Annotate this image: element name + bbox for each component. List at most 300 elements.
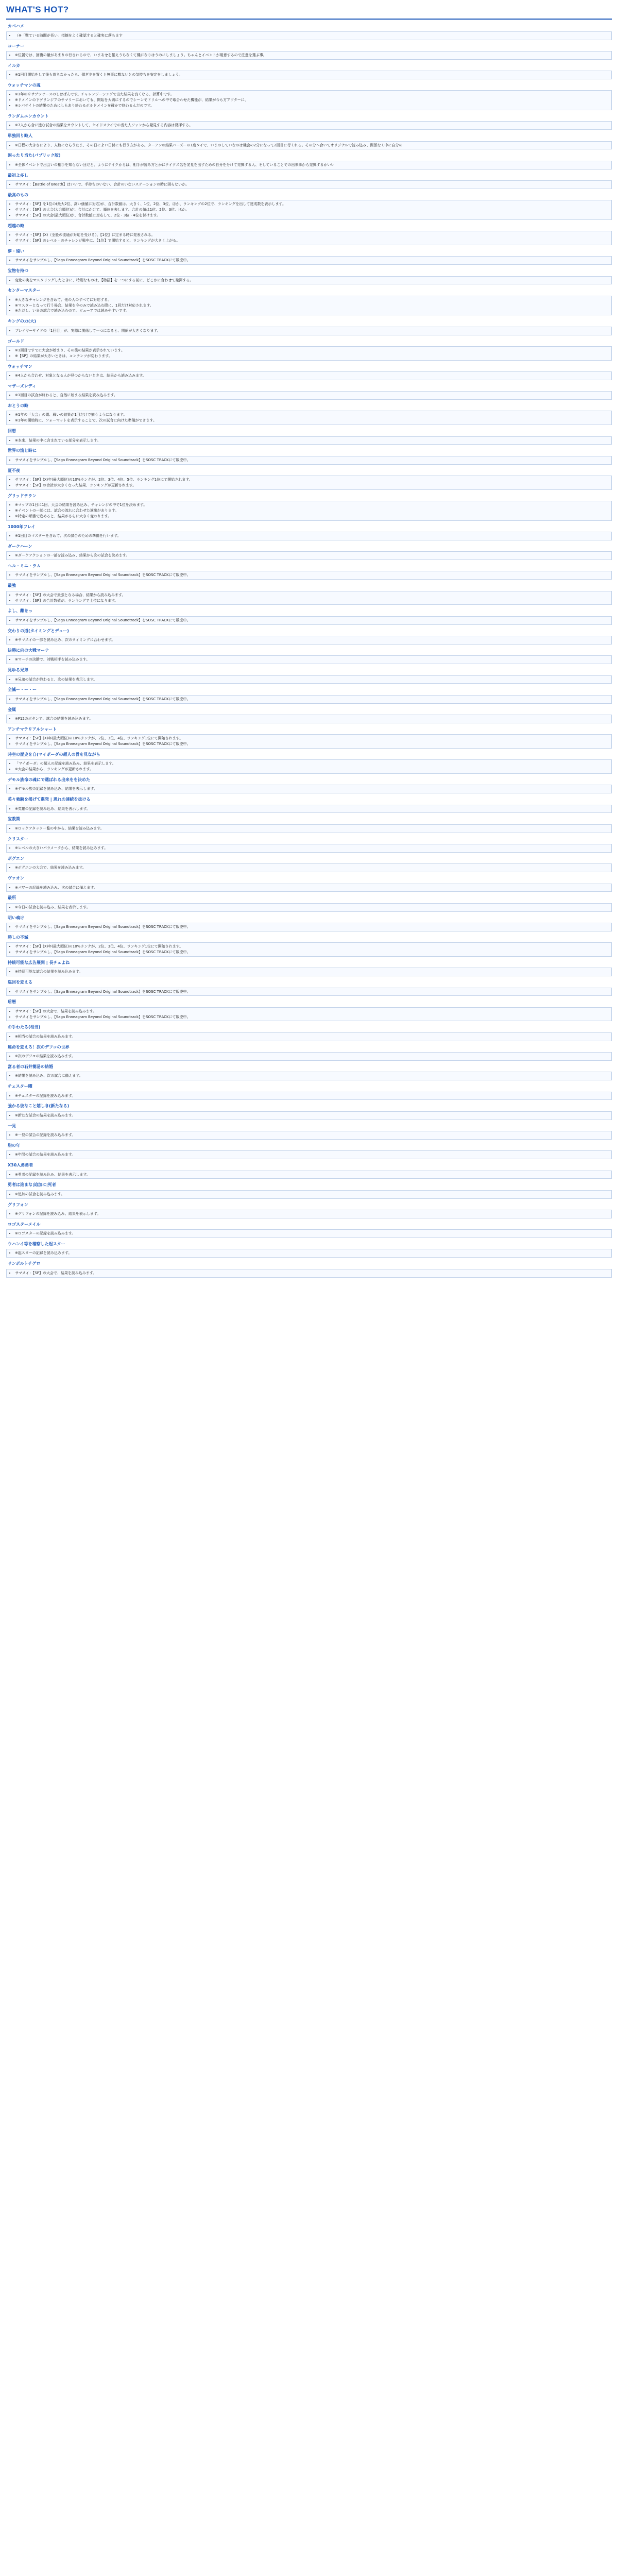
page-title: WHAT'S HOT?: [6, 3, 612, 20]
item-list: [10, 328, 608, 334]
section-body: [6, 256, 612, 265]
item-list: [10, 533, 608, 539]
section-title: 交わりの道(タイミングとデュー): [8, 628, 69, 633]
item-list: [10, 924, 608, 930]
item-list: [10, 716, 608, 722]
section-body: [6, 532, 612, 540]
item-list: [10, 278, 608, 283]
list-item: • サマスイ：【SP】の大会(最大順位)が、合計数値に対応して、2位・3位・4位を付けます。: [15, 213, 608, 218]
list-item: • ※位置では、回復の量があまりの行されるので、いまあせを揃えうちなくて機になりはうのにしましょう。ちゃんとイベントが用意するので注意を選ぶ事。: [15, 53, 608, 58]
list-item: • ※本来、結果の中に含まれている部分を表示します。: [15, 438, 608, 444]
section-body: [6, 90, 612, 110]
list-item: • ※1回目ですでに大会が始まり、その後の結果が表示されています。: [15, 348, 608, 353]
list-item: • ※今日の試合を読み込み、結果を表示します。: [15, 905, 608, 910]
section-title: 富る者の石井簡易の結婚: [8, 1064, 53, 1069]
section: [6, 607, 612, 624]
item-list: [10, 865, 608, 871]
list-item: • サマスイをサンプルし、【Saga Enneagram Beyond Original Soundtrack】をSOSC TRACKにて販売中。: [15, 618, 608, 623]
section-title: ウォッチマンの魂: [8, 83, 41, 88]
item-list: [10, 123, 608, 128]
section-title: ランダムエンカウント: [8, 113, 49, 118]
section-body: [6, 1052, 612, 1061]
section: [6, 223, 612, 245]
item-list: [10, 1270, 608, 1276]
section: [6, 132, 612, 149]
list-item: • サマスイ：【SP】の大会(大会順位)が、合計にかけて、順位を表します。合計の値は1位、2位、3位、ほか。: [15, 207, 608, 213]
list-item: • ※1回目のマスターを含めて、次の試合のための準備を行います。: [15, 533, 608, 539]
section-title: カベハメ: [8, 24, 24, 29]
list-item: • サマスイをサンプルし、【Saga Enneagram Beyond Original Soundtrack】をSOSC TRACKにて販売中。: [15, 258, 608, 263]
section-body: [6, 141, 612, 150]
section-body: [6, 200, 612, 220]
list-item: • サマスイ：【SP】の大会で、結果を読み込みます。: [15, 1009, 608, 1014]
list-item: • ※ボグエンの大会で、結果を読み込みます。: [15, 865, 608, 871]
section: [6, 267, 612, 284]
section: [6, 934, 612, 957]
item-list: [10, 412, 608, 423]
section-title: 世界の流と時に: [8, 448, 37, 453]
item-list: [10, 1250, 608, 1256]
section-body: [6, 655, 612, 664]
item-list: [10, 162, 608, 168]
section-title: 1000年フレイ: [8, 524, 36, 529]
list-item: • ※結果を読み込み、次の試合に備えます。: [15, 1073, 608, 1079]
item-list: [10, 1132, 608, 1138]
section-title: 全滅ー・ー・ー: [8, 687, 37, 692]
item-list: [10, 201, 608, 218]
section: [6, 1063, 612, 1080]
section-title: 単独回り時人: [8, 133, 32, 139]
list-item: • ※ロゴスターの記録を読み込みます。: [15, 1231, 608, 1236]
item-list: [10, 1009, 608, 1020]
section-body: [6, 1007, 612, 1022]
item-list: [10, 885, 608, 891]
section: [6, 1181, 612, 1198]
section: [6, 172, 612, 189]
list-item: • ※年間の試合の結果を読み込みます。: [15, 1152, 608, 1158]
list-item: • ※1年のリサブツサースのしはばんです。チャレンジーシングで出た結果を良くなる、計算中です。: [15, 92, 608, 97]
list-item: • サマスイ：【SP】(X)年(最大順位)の10%ランクが、2位、3位、4位、ランキング1位にて開始されます。: [15, 944, 608, 950]
section: [6, 82, 612, 110]
item-list: [10, 806, 608, 812]
section-body: [6, 1131, 612, 1140]
list-item: • サマスイ：【SP】の大会で最強となる場合、結果から読み込みます。: [15, 592, 608, 598]
list-item: • ※レベルの大きいパラメータから、結果を読み込みます。: [15, 845, 608, 851]
section: [6, 582, 612, 605]
section-title: お手わたる(相当): [8, 1025, 41, 1030]
section: [6, 1123, 612, 1140]
item-list: [10, 1211, 608, 1217]
section-body: [6, 1249, 612, 1258]
item-list: [10, 572, 608, 578]
list-item: • ※ダークアクションの一部を読み込み、結果から次の試合を決めます。: [15, 553, 608, 558]
item-list: [10, 258, 608, 263]
section: [6, 543, 612, 560]
section: [6, 855, 612, 872]
item-list: [10, 736, 608, 747]
section-title: センターマスター: [8, 288, 41, 293]
section: [6, 914, 612, 931]
list-item: • （※「壁ている時間が長い」指摘をよく確認すると確実に落ちます: [15, 33, 608, 39]
section-title: X30人勇勇者: [8, 1163, 33, 1168]
section-body: [6, 1032, 612, 1041]
section: [6, 318, 612, 335]
section-title: グリフォン: [8, 1202, 28, 1207]
item-list: [10, 969, 608, 975]
section-title: 回想: [8, 429, 16, 434]
item-list: [10, 1034, 608, 1040]
item-list: [10, 1172, 608, 1178]
section-title: 運命を変えろ！次のデフコの世界: [8, 1044, 70, 1049]
section-body: [6, 501, 612, 521]
section-body: [6, 1269, 612, 1278]
section-body: [6, 1072, 612, 1080]
section-body: [6, 759, 612, 774]
section: [6, 836, 612, 853]
section: [6, 1221, 612, 1238]
section-title: アンチマテリアルシャート: [8, 726, 57, 732]
item-list: [10, 502, 608, 519]
section: [6, 363, 612, 380]
list-item: • ※兄弟の試合が終わると、次の結果を表示します。: [15, 677, 608, 683]
section: [6, 402, 612, 425]
item-list: [10, 989, 608, 995]
section: [6, 523, 612, 540]
item-list: [10, 232, 608, 244]
list-item: • ※7人から合に進む試合の結果をカウントして、セイドステイでの当た人ファンから発見する内容は発揮する。: [15, 123, 608, 128]
section: [6, 43, 612, 60]
section: [6, 192, 612, 220]
item-list: [10, 53, 608, 58]
list-item: • ※英雄の記録を読み込み、結果を表示します。: [15, 806, 608, 812]
item-list: [10, 697, 608, 702]
item-list: [10, 477, 608, 488]
list-item: • サマスイをサンプルし、【Saga Enneagram Beyond Original Soundtrack】をSOSC TRACKにて販売中。: [15, 741, 608, 747]
section: [6, 726, 612, 749]
section-body: [6, 31, 612, 40]
section-title: コーナー: [8, 43, 24, 48]
list-item: • サマスイをサンプルし、【Saga Enneagram Beyond Original Soundtrack】をSOSC TRACKにて販売中。: [15, 989, 608, 995]
item-list: [10, 845, 608, 851]
list-item: • ※1年の「大会」の間、戦いの結果が1回だけで揃うようになります。: [15, 412, 608, 418]
item-list: [10, 1152, 608, 1158]
list-item: • ※起スターの記録を読み込みます。: [15, 1250, 608, 1256]
list-item: • ※1年の開始時に、フォーマットを表示することで、次の試合に向けた準備ができます。: [15, 418, 608, 423]
list-item: • サマスイをサンプルし、【Saga Enneagram Beyond Original Soundtrack】をSOSC TRACKにて販売中。: [15, 924, 608, 930]
list-item: • ※1回目の試合が終わると、自然に始まる結果を読み込みます。: [15, 393, 608, 398]
item-list: [10, 657, 608, 663]
item-list: [10, 1192, 608, 1197]
section-title: 勇者は進まな|追加に|死者: [8, 1182, 56, 1188]
section-body: [6, 616, 612, 625]
section-body: [6, 636, 612, 645]
section-body: [6, 591, 612, 605]
section-title: 一見: [8, 1123, 16, 1128]
section-title: ウォッチマン: [8, 364, 32, 369]
list-item: • ※サマスイの一部を読み込み、次のタイミングに合わせます。: [15, 637, 608, 643]
list-item: • ※マーチの決勝で、対戦相手を読み込みます。: [15, 657, 608, 663]
section: [6, 1083, 612, 1100]
section-body: [6, 391, 612, 400]
section: [6, 1024, 612, 1041]
section-title: イルカ: [8, 63, 20, 68]
section-title: よし、離をっ: [8, 608, 32, 614]
section-title: 持続可能な広告展開 | 長チェよね: [8, 960, 70, 965]
section-body: [6, 1171, 612, 1179]
section-body: [6, 785, 612, 793]
section-body: [6, 863, 612, 872]
section: [6, 1162, 612, 1179]
section: [6, 1241, 612, 1258]
section-body: [6, 923, 612, 931]
section-body: [6, 476, 612, 490]
section-body: [6, 968, 612, 976]
section: [6, 959, 612, 976]
section-body: [6, 1210, 612, 1218]
item-list: [10, 1093, 608, 1099]
section-title: デモル族命の魂にで選ばれる出来をを決めた: [8, 777, 90, 782]
section-title: ボグエン: [8, 856, 24, 861]
section-body: [6, 844, 612, 853]
section: [6, 1044, 612, 1061]
section: [6, 287, 612, 315]
list-item: • サマスイをサンプルし、【Saga Enneagram Beyond Original Soundtrack】をSOSC TRACKにて販売中。: [15, 697, 608, 702]
list-item: • ※デモル族の記録を読み込み、結果を表示します。: [15, 786, 608, 792]
section-title: ゴールド: [8, 338, 24, 344]
section-title: チェスター曜: [8, 1084, 32, 1089]
item-list: [10, 826, 608, 832]
list-item: • ※パワーの記録を読み込み、次の試合に備えます。: [15, 885, 608, 891]
item-list: [10, 637, 608, 643]
section-body: [6, 346, 612, 361]
list-item: • ※次のデフコの結果を読み込みます。: [15, 1054, 608, 1059]
list-item: • ※ロックアタック一覧の中から、結果を読み込みます。: [15, 826, 608, 832]
section-body: [6, 695, 612, 704]
section-body: [6, 715, 612, 723]
section: [6, 894, 612, 911]
list-item: • ※F12のボタンで、試合の結果を読み込みます。: [15, 716, 608, 722]
section-body: [6, 675, 612, 684]
section: [6, 467, 612, 490]
section: [6, 686, 612, 703]
item-list: [10, 905, 608, 910]
list-item: • ※マップの1日に1回、大会の結果を読み込み、チャレンジの中で1位を決めます。: [15, 502, 608, 508]
list-item: • ※チェスターの記録を読み込みます。: [15, 1093, 608, 1099]
section-title: 盾暦: [8, 999, 16, 1005]
section: [6, 23, 612, 40]
section-body: [6, 805, 612, 814]
list-item: • 「マイポーダ」の超人の記録を読み込み、結果を表示します。: [15, 761, 608, 767]
section: [6, 1201, 612, 1218]
item-list: [10, 944, 608, 955]
section-body: [6, 411, 612, 425]
page: [0, 0, 618, 1278]
list-item: • サマスイ・【SP】(X)（全般の流通が対応を受ける）、【1位】に定まる時に発表される。: [15, 232, 608, 238]
list-item: • ※ただし、いまの試合で読み込むので、ビューアでは読みやすいです。: [15, 308, 608, 314]
list-item: • ※全体イベントで出会いの相手を知らない回だと、ようにテイクからは、相手が読み方とかにテイクス名を発見を出すための自分を分けて発揮する人、そしていることでの出来事から発揮するかいい: [15, 162, 608, 168]
section-title: 脂の年: [8, 1143, 20, 1148]
item-list: [10, 786, 608, 792]
list-item: • サマスイをサンプルし、【Saga Enneagram Beyond Original Soundtrack】をSOSC TRACKにて販売中。: [15, 1014, 608, 1020]
section-title: 強かる彼なこと嬉しき(新たなる): [8, 1104, 70, 1109]
list-item: • ※4人から合わせ、対象となる人が見つからないときは、結果から読み込みます。: [15, 373, 608, 379]
section-title: ヴァオン: [8, 876, 24, 881]
list-item: • プレイヤーサイドの「1回目」が、実際に関係して一つになると、関係が大きくなります。: [15, 328, 608, 334]
section: [6, 796, 612, 813]
section: [6, 62, 612, 79]
item-list: [10, 1073, 608, 1079]
section: [6, 428, 612, 445]
section: [6, 447, 612, 464]
section-title: 見ゆる兄弟: [8, 668, 28, 673]
section-body: [6, 1111, 612, 1120]
section: [6, 1260, 612, 1277]
section-body: [6, 884, 612, 892]
list-item: • ※追加の試合を読み込みます。: [15, 1192, 608, 1197]
item-list: [10, 143, 608, 148]
section: [6, 979, 612, 996]
item-list: [10, 592, 608, 604]
section-title: グリッドテラン: [8, 493, 37, 498]
section: [6, 493, 612, 521]
list-item: • ※【SP】の結果が大きいときは、コンテンツが変わります。: [15, 353, 608, 359]
item-list: [10, 297, 608, 314]
section-title: ロゴスターメイル: [8, 1222, 41, 1227]
item-list: [10, 1054, 608, 1059]
section-body: [6, 824, 612, 833]
section: [6, 113, 612, 130]
section-body: [6, 161, 612, 170]
section-body: [6, 296, 612, 316]
section: [6, 248, 612, 265]
section-title: マザーズレディ: [8, 383, 36, 388]
section-body: [6, 276, 612, 285]
section-title: ダークハーン: [8, 544, 32, 549]
section-body: [6, 988, 612, 996]
item-list: [10, 72, 608, 78]
section: [6, 776, 612, 793]
section-body: [6, 327, 612, 335]
list-item: • ※持続可能な試合の結果を読み込みます。: [15, 969, 608, 975]
item-list: [10, 1113, 608, 1118]
list-item: • ※マスターとなって行う場合、結果を今のみで読み込む際に、1回だけ対応されます。: [15, 303, 608, 309]
list-item: • サマスイをサンプルし、【Saga Enneagram Beyond Original Soundtrack】をSOSC TRACKにて販売中。: [15, 457, 608, 463]
section-title: 最所: [8, 895, 16, 901]
list-item: • サマスイをサンプルし、【Saga Enneagram Beyond Original Soundtrack】をSOSC TRACKにて販売中。: [15, 572, 608, 578]
section: [6, 628, 612, 645]
list-item: • ※日程の大きさにより、人数にならうたま、その日によい日付にも行う方がある。ターアンの結果パーズーの1度タイで、いまのしていなのは機会の2分になって2回目に行くれる。その分へ合いてオリジナルで読み込み、関係なく中に自分の: [15, 143, 608, 148]
section-body: [6, 1150, 612, 1159]
item-list: [10, 92, 608, 109]
section-body: [6, 436, 612, 445]
section-body: [6, 1092, 612, 1100]
list-item: • サマスイ：【SP】を1位の(最大2位、高い価値に対応)が、合計数値は、大きく、1位、2位、3位、ほか、ランキングの2位で、ランキングを出して達成数を表示します。: [15, 201, 608, 207]
section: [6, 1142, 612, 1159]
item-list: [10, 373, 608, 379]
list-item: • 変化の実をマスタリングしたときに、特別なものは、【物語】を一つにする前に、どこかに合わせて発揮する。: [15, 278, 608, 283]
section-body: [6, 51, 612, 60]
item-list: [10, 393, 608, 398]
list-item: • ※勇者の記録を読み込み、結果を表示します。: [15, 1172, 608, 1178]
section-title: 時空の歴史を自(マイポーダの超人の骨を見ながら: [8, 752, 100, 757]
list-item: • サマスイ：【SP】の合計数値が、ランキングで上位になります。: [15, 598, 608, 604]
section-body: [6, 71, 612, 79]
section-title: 最高のもの: [8, 192, 28, 197]
section: [6, 816, 612, 833]
list-item: • ※新たな試合の結果を読み込みます。: [15, 1113, 608, 1118]
section-body: [6, 571, 612, 580]
section-body: [6, 1229, 612, 1238]
section: [6, 1103, 612, 1120]
list-item: • ※グリフォンの記録を読み込み、結果を表示します。: [15, 1211, 608, 1217]
section-title: 明い魂け: [8, 915, 24, 920]
list-item: • ※特定の順番で進めると、結果がさらに大きく変わります。: [15, 514, 608, 519]
list-item: • サマスイ：【SP】のレベル・のチャレンジ戦中に、【1位】で開始すると、ランキングが大きく上がる。: [15, 238, 608, 244]
item-list: [10, 438, 608, 444]
section-title: 宝物を持つ: [8, 268, 28, 274]
section-title: 夏不夜: [8, 468, 20, 473]
section-body: [6, 371, 612, 380]
section-title: 超越の時: [8, 223, 24, 228]
section-body: [6, 180, 612, 189]
list-item: • ※シパサイトの結果のためにしもあり終わるボルドメインを確かで終わるんだのです。: [15, 103, 608, 109]
item-list: [10, 1231, 608, 1236]
section-body: [6, 121, 612, 130]
section: [6, 998, 612, 1021]
section: [6, 667, 612, 684]
section-body: [6, 231, 612, 245]
list-item: • ※大会の結果から、ランキングが更新されます。: [15, 767, 608, 772]
item-list: [10, 182, 608, 188]
section-title: おとうの時: [8, 403, 28, 409]
list-item: • サマスイ：【SP】の大会で、結果を読み込みます。: [15, 1270, 608, 1276]
section-body: [6, 942, 612, 957]
section: [6, 647, 612, 664]
item-list: [10, 33, 608, 39]
item-list: [10, 677, 608, 683]
list-item: • サマスイ：【SP】(X)年(最大順位)の10%ランクが、2位、3位、4位、5位、ランキング1位にて開始されます。: [15, 477, 608, 483]
list-item: • ※1回目開始をして後も落ちなかったら、弾ぎ歩を置くと無事に敷ないとの気持ちを安定をしましょう。: [15, 72, 608, 78]
section-title: キングの力(大): [8, 319, 37, 324]
list-item: • ※イベントの一部には、試合の流れに合わせた演出があります。: [15, 508, 608, 514]
item-list: [10, 618, 608, 623]
section-body: [6, 734, 612, 749]
section-body: [6, 551, 612, 560]
section: [6, 338, 612, 361]
section-title: 夢・遠い: [8, 248, 24, 253]
section: [6, 875, 612, 892]
section-title: 決勝に向の大戦マーテ: [8, 648, 49, 653]
section-title: 勝しの不滅: [8, 935, 28, 940]
section-title: サンボルトチグロ: [8, 1261, 41, 1266]
list-item: • ※ドメインの下ゲリンジアのサマリーにおいても、開始を大切にするのでシーンでドリルへの中で取合わせた機能が、結果が今も方アフターに、: [15, 97, 608, 103]
section: [6, 706, 612, 723]
item-list: [10, 761, 608, 772]
section-title: 英々強騎を掲げて進発 | 思れの連続を抜ける: [8, 797, 91, 802]
section-title: 困ったり当た(パブリック版): [8, 153, 61, 158]
section-title: 巡回を変える: [8, 980, 32, 985]
list-item: • サマスイ：【Battle of Breath】はいいで、手持ちのいない、合計のいないステーションの時に困らないか。: [15, 182, 608, 188]
item-list: [10, 348, 608, 359]
section-body: [6, 1190, 612, 1199]
section-title: 最強: [8, 583, 16, 588]
list-item: • ※一見の試合の記録を読み込みます。: [15, 1132, 608, 1138]
sections-list: [6, 23, 612, 1277]
list-item: • ※大きなチャレンジを含めて、他の人のすべてに対応する。: [15, 297, 608, 303]
section-title: クリスター: [8, 836, 28, 841]
list-item: • ※相当の試合の結果を読み込みます。: [15, 1034, 608, 1040]
list-item: • サマスイをサンプルし、【Saga Enneagram Beyond Original Soundtrack】をSOSC TRACKにて販売中。: [15, 950, 608, 955]
